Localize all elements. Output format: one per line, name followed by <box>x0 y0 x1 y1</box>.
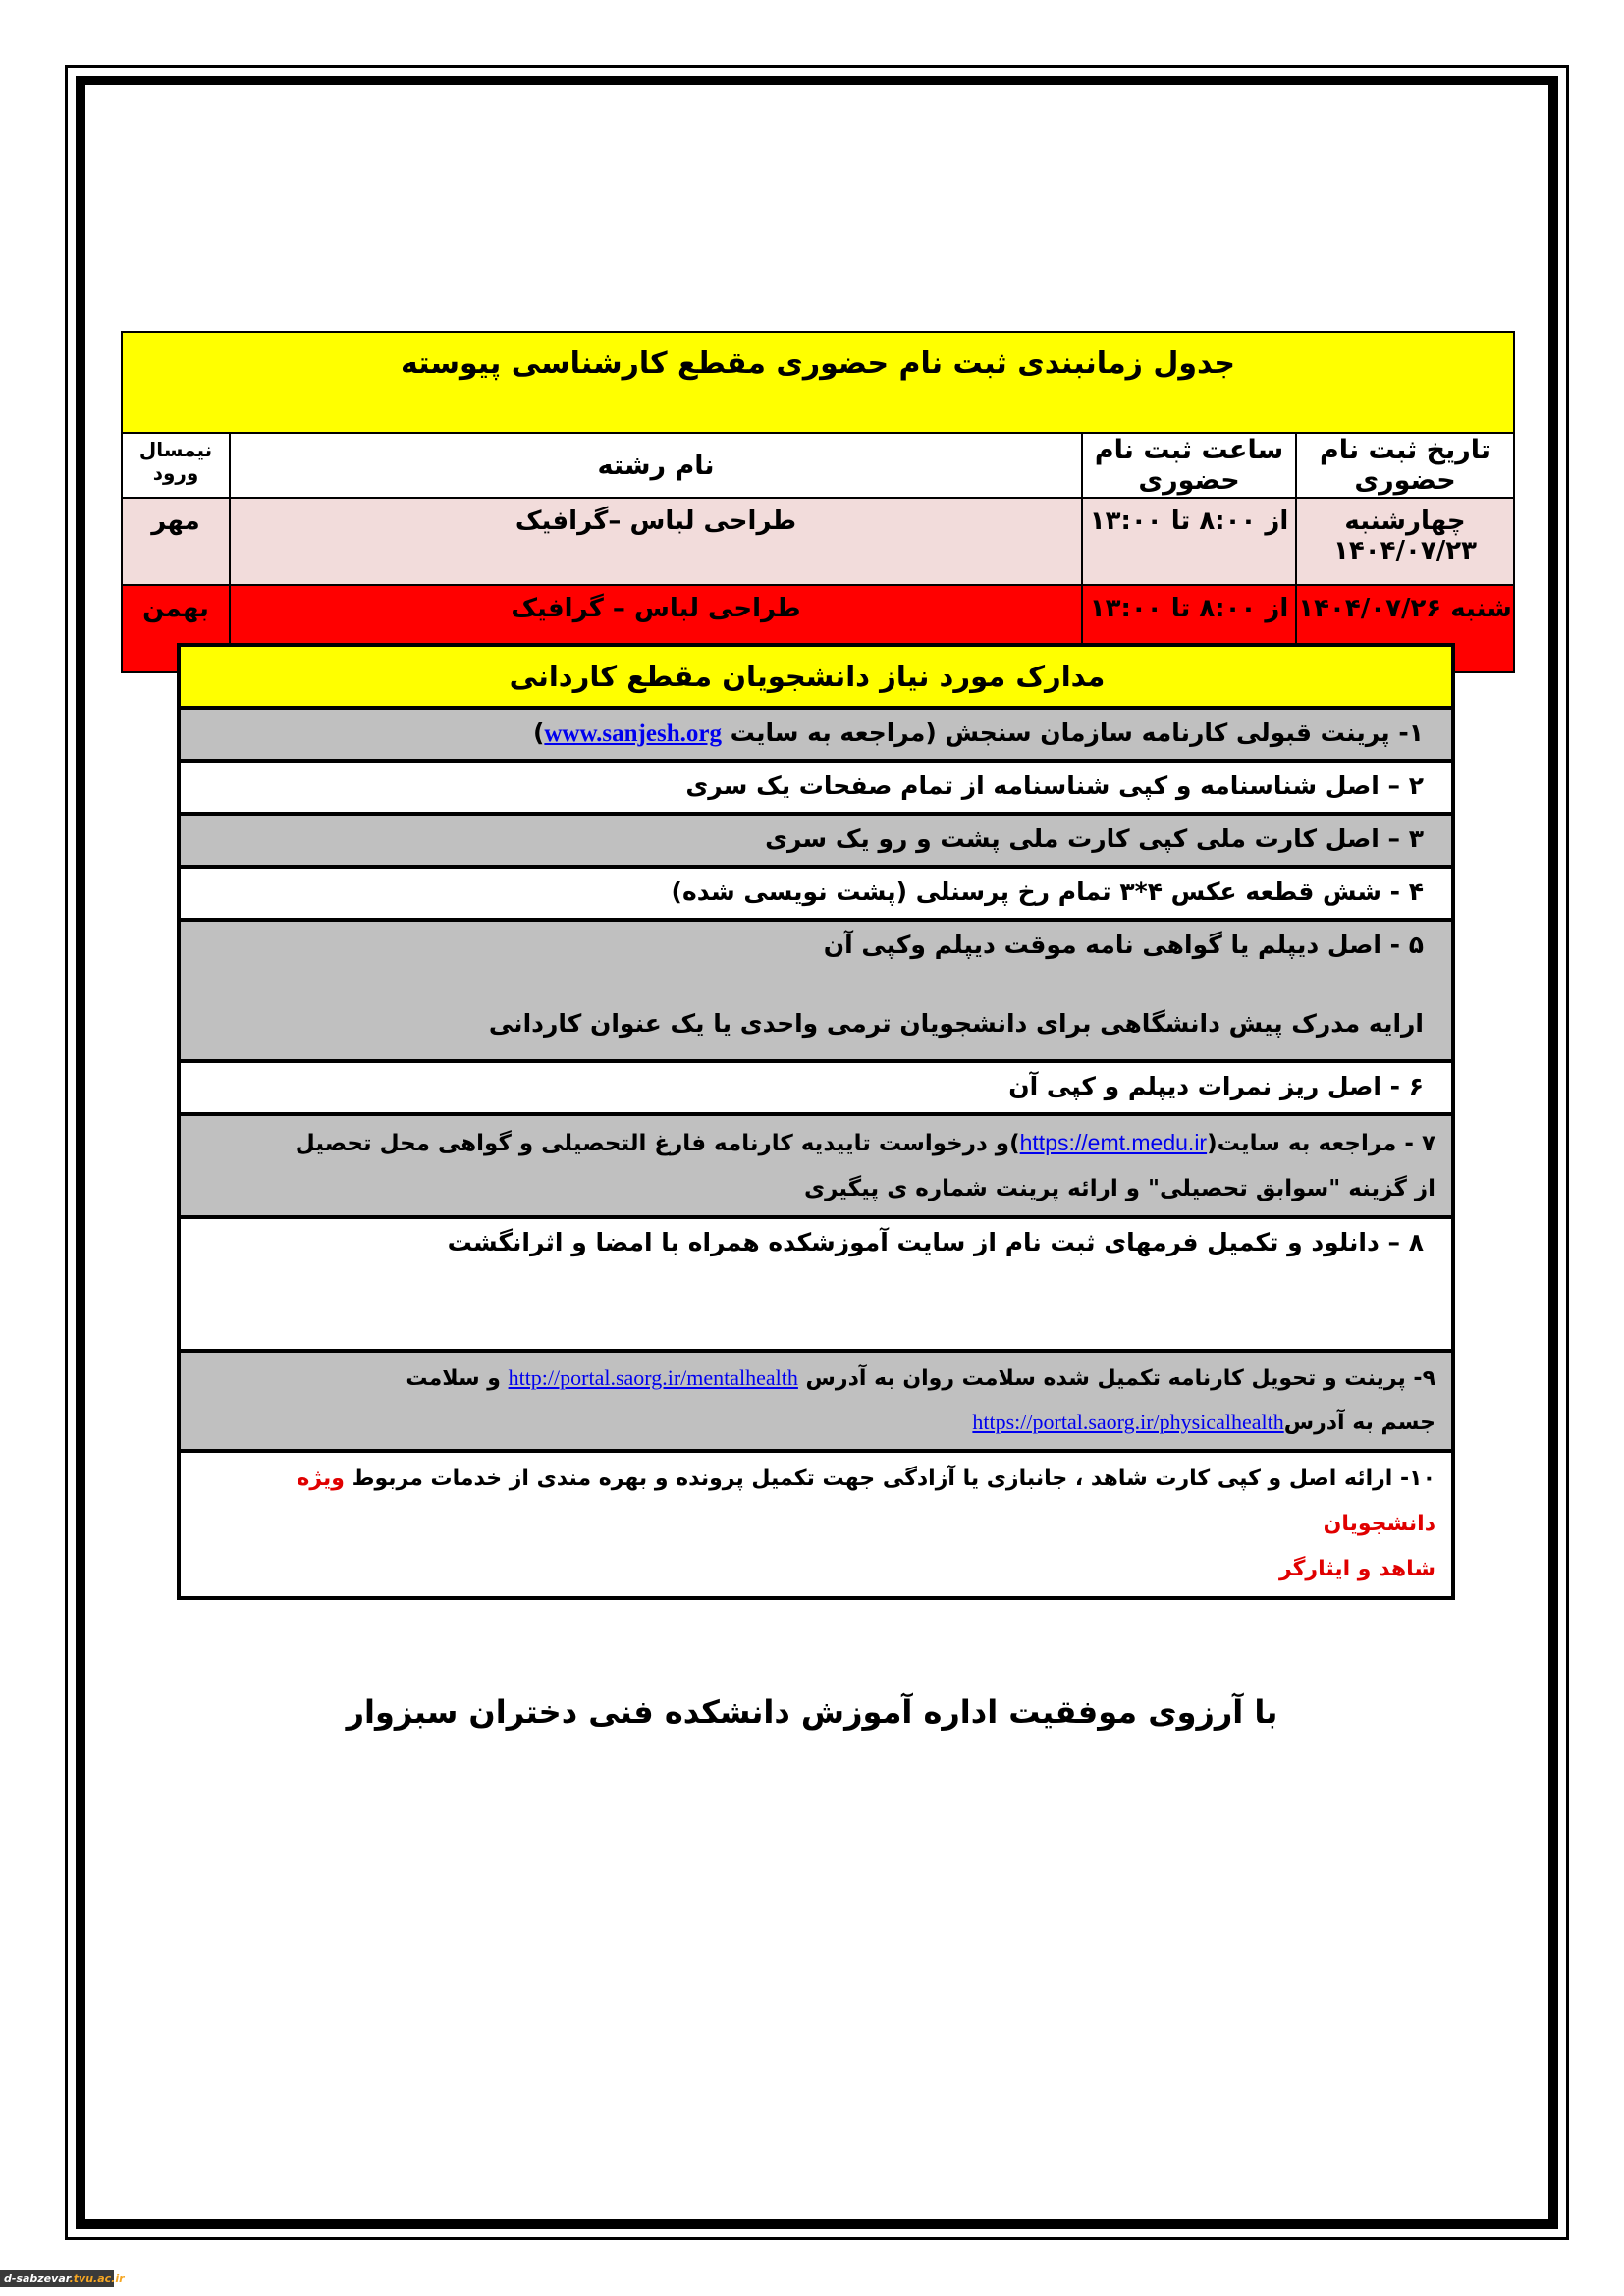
documents-title-row <box>179 645 1453 708</box>
item-text: ۴ - شش قطعه عکس ۴*۳ تمام رخ پرسنلی (پشت نویسی شده) <box>671 878 1424 906</box>
table-row <box>122 498 1514 585</box>
item-text-2: ارایه مدرک پیش دانشگاهی برای دانشجویان ترمی واحدی یا یک عنوان کاردانی <box>488 1009 1424 1038</box>
item-text-after: و سلامت <box>406 1366 509 1391</box>
document-item-10 <box>179 1451 1453 1598</box>
closing-message: با آرزوی موفقیت اداره آموزش دانشکده فنی دختران سبزوار <box>346 1693 1278 1731</box>
document-item-6 <box>179 1061 1453 1114</box>
item-text: ۷ - مراجعه به سایت( <box>1207 1131 1435 1156</box>
schedule-title: جدول زمانبندی ثبت نام حضوری مقطع کارشناسی پیوسته <box>122 332 1514 433</box>
watermark-domain: d-sabzevar <box>4 2272 70 2285</box>
item-text: ۵ - اصل دیپلم یا گواهی نامه موقت دیپلم وکپی آن <box>823 931 1424 959</box>
item-text: ۲ – اصل شناسنامه و کپی شناسنامه از تمام صفحات یک سری <box>685 772 1424 800</box>
cell-time: از ۸:۰۰ تا ۱۳:۰۰ <box>1082 585 1296 672</box>
item-text: ۸ – دانلود و تکمیل فرمهای ثبت نام از سایت آموزشکده همراه با امضا و اثرانگشت <box>447 1228 1424 1256</box>
cell-date: چهارشنبه ۱۴۰۴/۰۷/۲۳ <box>1296 498 1514 585</box>
cell-semester: بهمن <box>122 585 230 672</box>
item-text: ۳ – اصل کارت ملی کپی کارت ملی پشت و رو یک سری <box>765 825 1424 853</box>
header-date: تاریخ ثبت نام حضوری <box>1296 433 1514 498</box>
sanjesh-link[interactable]: www.sanjesh.org <box>544 721 722 747</box>
item-text: ۱- پرینت قبولی کارنامه سازمان سنجش (مراجعه به سایت <box>721 719 1424 747</box>
item-highlight: ویژه دانشجویان <box>297 1467 1435 1536</box>
schedule-title-row <box>122 332 1514 433</box>
item-text: ۶ - اصل ریز نمرات دیپلم و کپی آن <box>1008 1072 1424 1100</box>
cell-semester: مهر <box>122 498 230 585</box>
header-major: نام رشته <box>230 433 1082 498</box>
physicalhealth-link[interactable]: https://portal.saorg.ir/physicalhealth <box>972 1410 1284 1434</box>
document-item-4 <box>179 867 1453 920</box>
schedule-header-row <box>122 433 1514 498</box>
document-item-3 <box>179 814 1453 867</box>
item-highlight-2: شاهد و ایثارگر <box>1278 1557 1435 1581</box>
cell-time: از ۸:۰۰ تا ۱۳:۰۰ <box>1082 498 1296 585</box>
cell-date: شنبه ۱۴۰۴/۰۷/۲۶ <box>1296 585 1514 672</box>
cell-major: طراحی لباس – گرافیک <box>230 585 1082 672</box>
watermark-suffix: .tvu.ac.ir <box>69 2272 125 2285</box>
site-watermark <box>0 2270 125 2287</box>
item-text: ۹- پرینت و تحویل کارنامه تکمیل شده سلامت روان به آدرس <box>797 1366 1435 1391</box>
document-item-9 <box>179 1351 1453 1451</box>
document-item-1 <box>179 708 1453 761</box>
documents-table <box>177 643 1455 1600</box>
item-text: ۱۰- ارائه اصل و کپی کارت شاهد ، جانبازی یا آزادگی جهت تکمیل پرونده و بهره مندی از خدمات مربوط <box>344 1467 1435 1491</box>
item-text-2: از گزینه "سوابق تحصیلی" و ارائه پرینت شماره ی پیگیری <box>804 1176 1435 1201</box>
document-item-5 <box>179 920 1453 1061</box>
cell-major: طراحی لباس –گرافیک <box>230 498 1082 585</box>
document-item-8 <box>179 1217 1453 1351</box>
item-text-after: ) <box>532 719 545 747</box>
header-time: ساعت ثبت نام حضوری <box>1082 433 1296 498</box>
mentalhealth-link[interactable]: http://portal.saorg.ir/mentalhealth <box>508 1365 798 1390</box>
document-item-7 <box>179 1114 1453 1217</box>
schedule-table <box>121 331 1515 673</box>
item-text-after: )و درخواست تاییدیه کارنامه فارغ التحصیلی و گواهی محل تحصیل <box>295 1131 1020 1156</box>
document-item-2 <box>179 761 1453 814</box>
documents-title: مدارک مورد نیاز دانشجویان مقطع کاردانی <box>179 645 1453 708</box>
header-semester: نیمسال ورود <box>122 433 230 498</box>
item-text-2: جسم به آدرس <box>1283 1411 1435 1435</box>
emt-medu-link[interactable]: https://emt.medu.ir <box>1019 1130 1208 1155</box>
